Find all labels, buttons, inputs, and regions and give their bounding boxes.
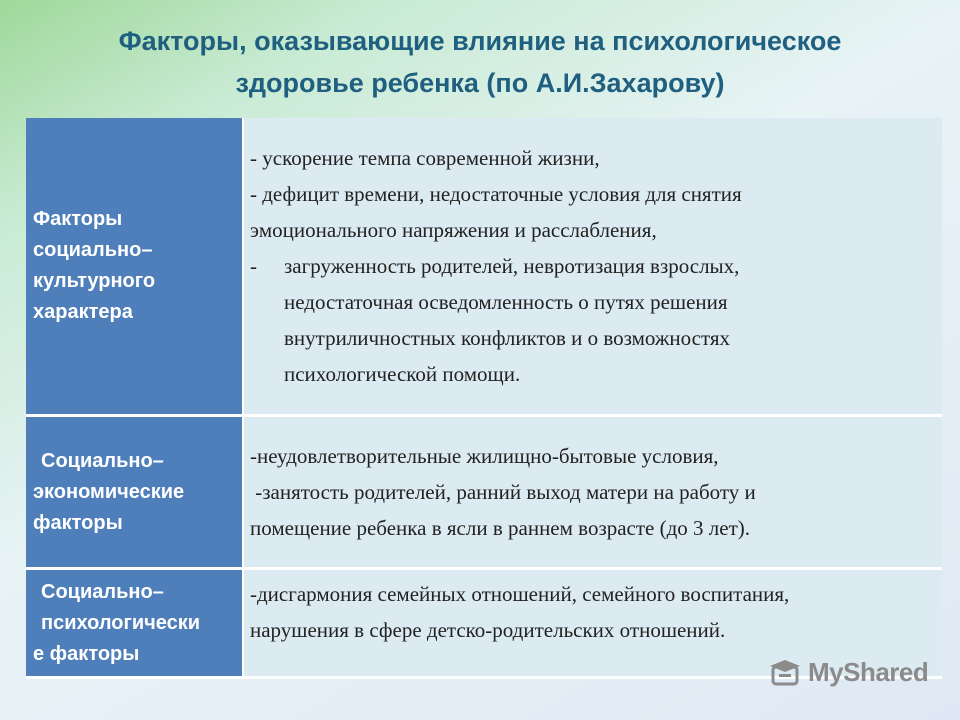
description-line: -дисгармония семейных отношений, семейного воспитания, [250, 582, 790, 606]
description-line: эмоционального напряжения и расслабления, [250, 218, 657, 242]
description-line: -неудовлетворительные жилищно-бытовые условия, [250, 444, 719, 468]
dash-marker: - [250, 254, 257, 278]
watermark [768, 657, 928, 688]
label-line: Социально– [41, 449, 164, 472]
page-title [40, 20, 920, 104]
description-line: помещение ребенка в ясли в раннем возрасте (до 3 лет). [250, 516, 751, 540]
watermark-text: MyShared [808, 657, 929, 687]
description-line: -занятость родителей, ранний выход матери на работу и [250, 480, 756, 504]
description-line: нарушения в сфере детско-родительских отношений. [250, 618, 726, 642]
table-row [26, 416, 942, 569]
factor-label-psychosocial [26, 569, 243, 678]
title-line-2: здоровье ребенка (по А.И.Захарову) [235, 68, 725, 98]
factor-description-sociocultural [243, 118, 942, 416]
label-line: социально– [33, 239, 153, 261]
description-line: - дефицит времени, недостаточные условия для снятия [250, 182, 742, 206]
label-line: е факторы [33, 642, 140, 665]
description-line: внутриличностных конфликтов и о возможностях [284, 326, 731, 350]
factor-label-sociocultural [26, 118, 243, 416]
label-line: психологически [41, 611, 201, 634]
label-line: факторы [33, 511, 123, 534]
dash-list-item [250, 248, 932, 392]
description-line: - ускорение темпа современной жизни, [250, 146, 600, 170]
title-line-1: Факторы, оказывающие влияние на психологическое [118, 26, 842, 56]
label-line: характера [33, 301, 133, 323]
factor-description-socioeconomic [243, 416, 942, 569]
description-line: психологической помощи. [284, 362, 521, 386]
label-line: экономические [33, 480, 185, 503]
factors-table [26, 118, 942, 679]
label-line: Социально– [41, 580, 164, 603]
mortarboard-logo-icon [768, 658, 802, 688]
description-line: загруженность родителей, невротизация взрослых, [284, 254, 740, 278]
factor-label-socioeconomic [26, 416, 243, 569]
label-line: культурного [33, 270, 156, 292]
label-line: Факторы [33, 208, 123, 230]
table-row [26, 118, 942, 416]
description-line: недостаточная осведомленность о путях решения [284, 290, 728, 314]
